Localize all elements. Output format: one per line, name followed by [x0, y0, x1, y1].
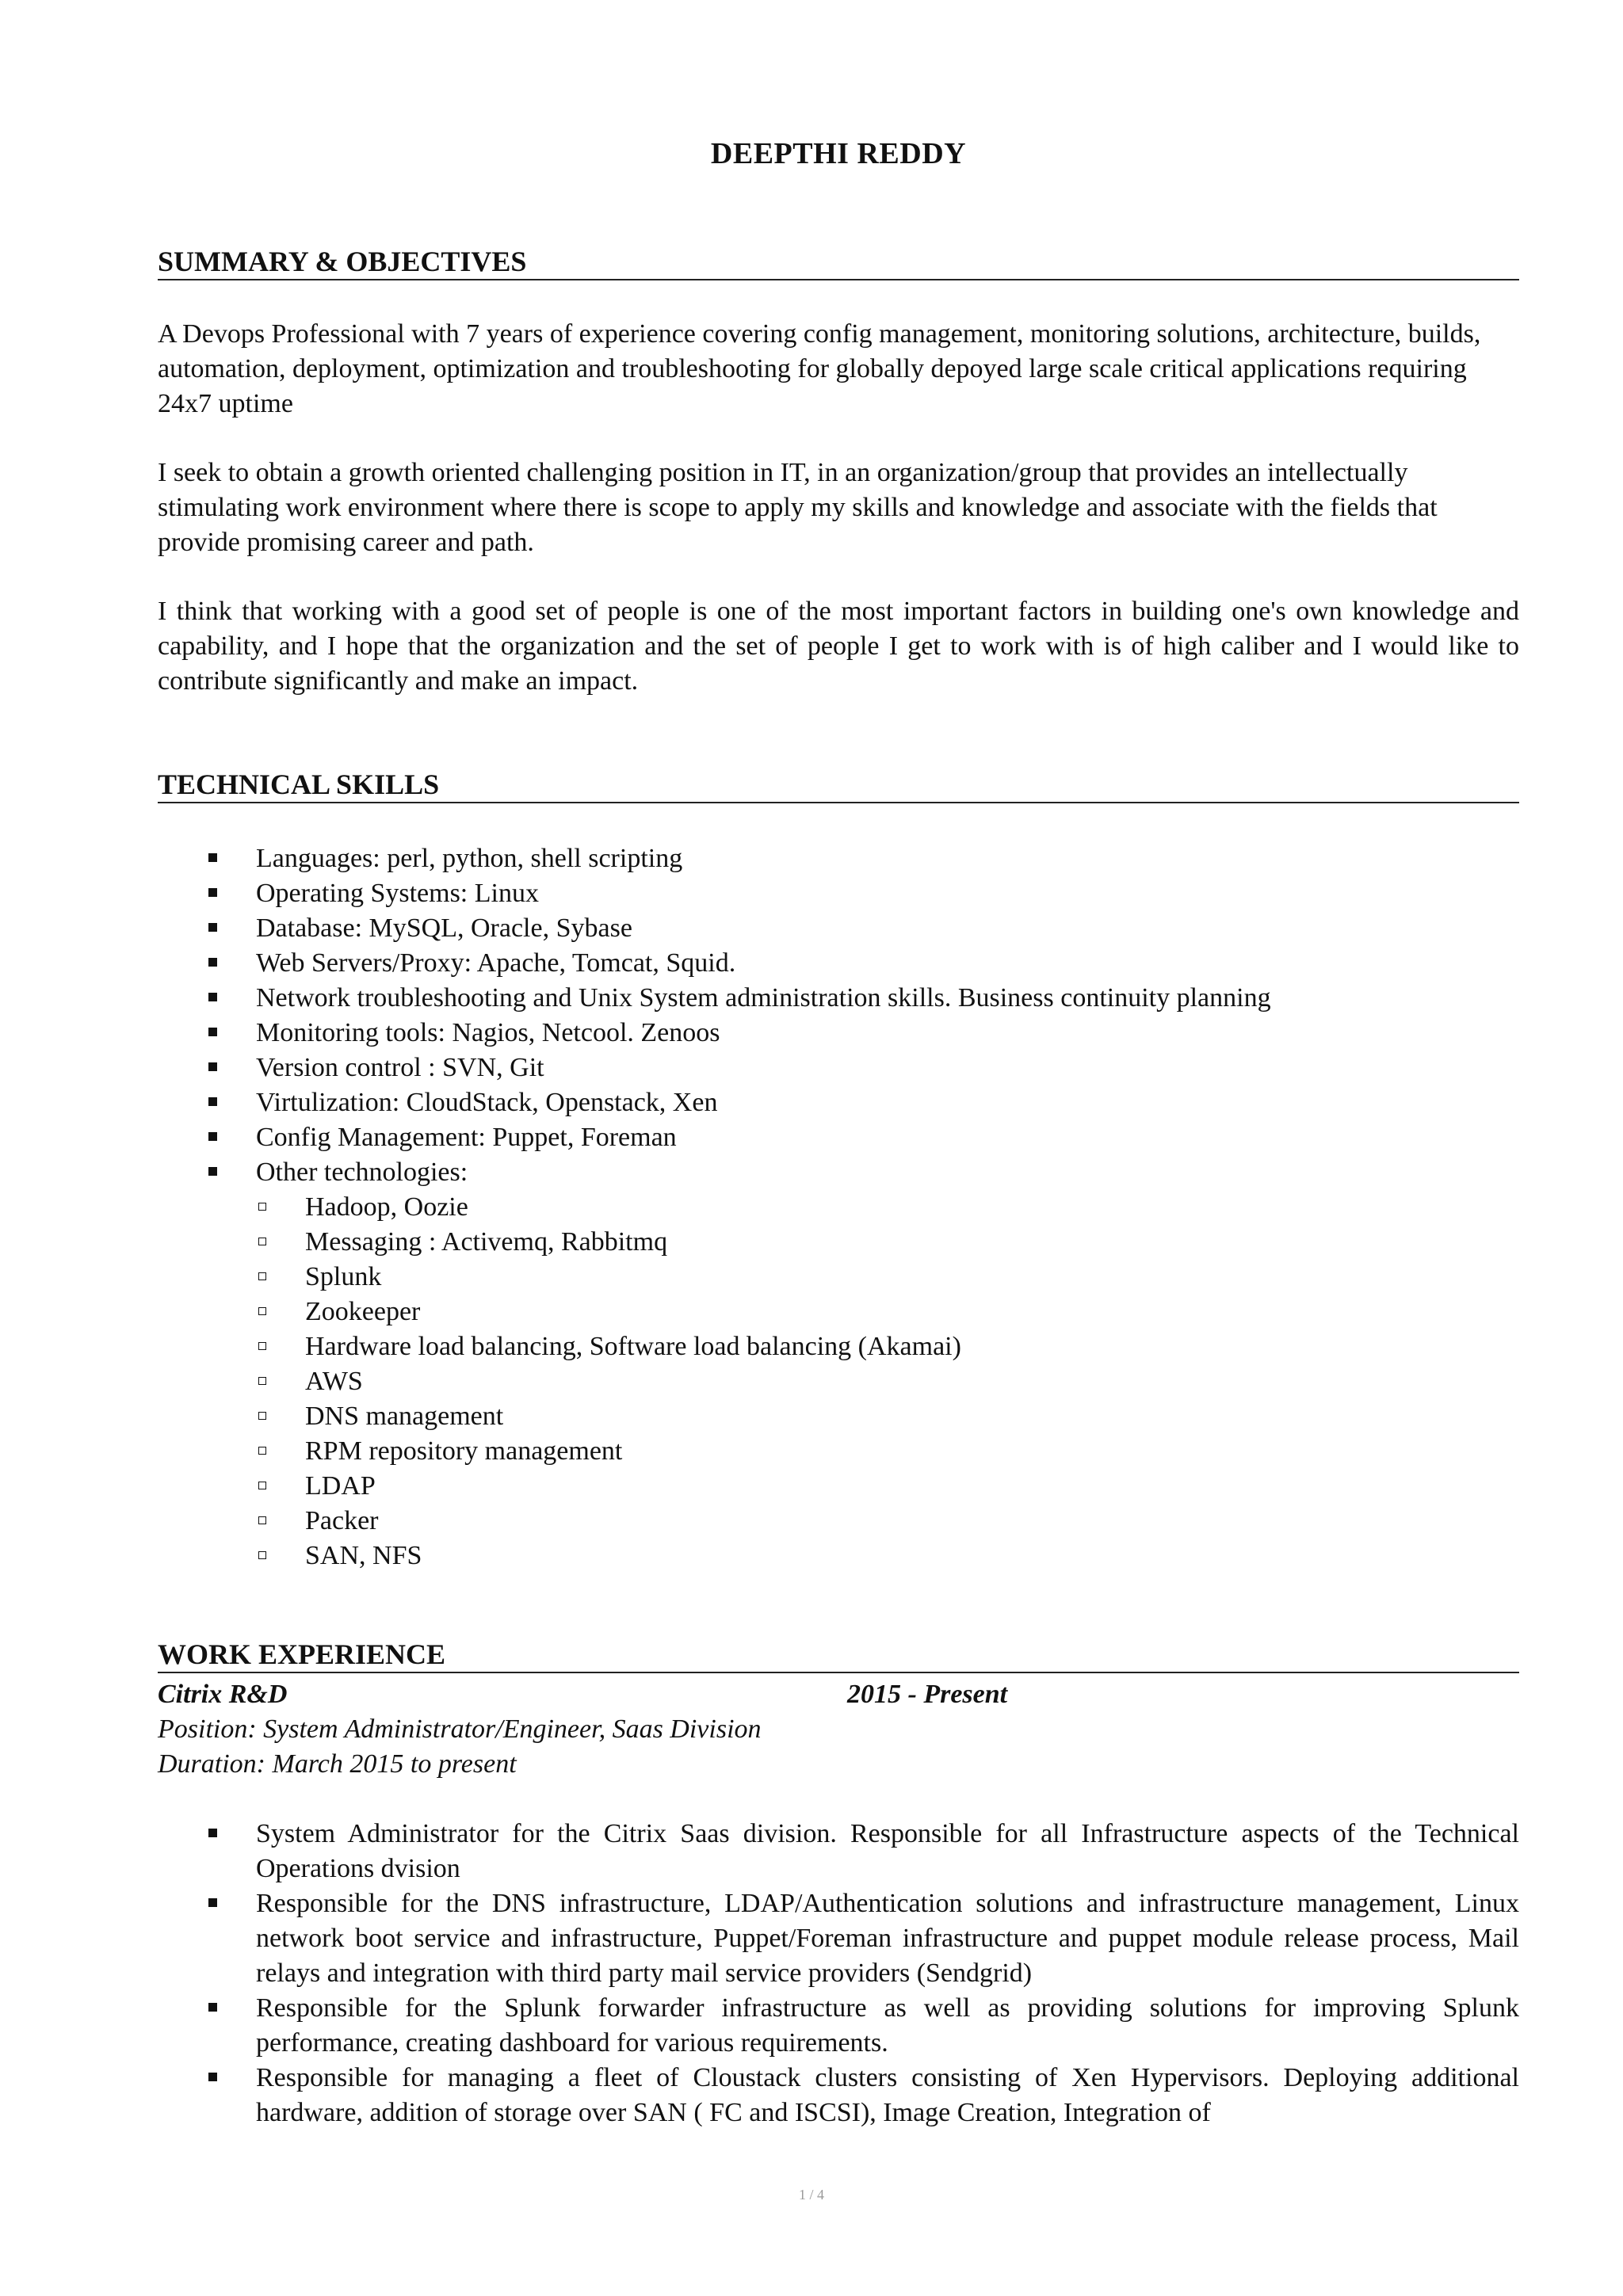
- duty-item: Responsible for the Splunk forwarder infrastructure as well as providing solutions for improving Splunk performance, creating dashboard for various requirements.: [158, 1991, 1519, 2061]
- skill-item: Virtulization: CloudStack, Openstack, Xen: [158, 1085, 1519, 1120]
- skills-heading: TECHNICAL SKILLS: [158, 767, 1519, 803]
- summary-paragraph-3: I think that working with a good set of people is one of the most important factors in building one's own knowledge and capability, and I hope that the organization and the set of people I get to work with is of high caliber and I would like to contribute significantly and make an impact.: [158, 597, 1519, 696]
- page-number-mark: 1 / 4: [798, 2187, 824, 2203]
- job-position: Position: System Administrator/Engineer, Saas Division: [158, 1714, 762, 1744]
- sub-skill-item: Messaging : Activemq, Rabbitmq: [158, 1225, 1519, 1260]
- sub-skill-item: RPM repository management: [158, 1434, 1519, 1469]
- sub-skill-item: Hadoop, Oozie: [158, 1190, 1519, 1225]
- other-technologies-list: [158, 1190, 1519, 1573]
- sub-skill-item: Hardware load balancing, Software load balancing (Akamai): [158, 1329, 1519, 1364]
- skills-list: [158, 841, 1519, 1190]
- summary-heading: SUMMARY & OBJECTIVES: [158, 244, 1519, 280]
- skill-item-other: [158, 1155, 1519, 1190]
- candidate-name: DEEPTHI REDDY: [710, 137, 967, 170]
- skill-item: Config Management: Puppet, Foreman: [158, 1120, 1519, 1155]
- skill-item: Web Servers/Proxy: Apache, Tomcat, Squid.: [158, 946, 1519, 981]
- sub-skill-item: AWS: [158, 1364, 1519, 1399]
- skill-item: Monitoring tools: Nagios, Netcool. Zenoos: [158, 1016, 1519, 1051]
- work-heading: WORK EXPERIENCE: [158, 1637, 1519, 1673]
- skill-item: Network troubleshooting and Unix System administration skills. Business continuity planning: [158, 981, 1519, 1016]
- duty-item: System Administrator for the Citrix Saas division. Responsible for all Infrastructure aspects of the Technical Operations dvision: [158, 1817, 1519, 1886]
- job-header: [158, 1677, 1519, 1712]
- sub-skill-item: Splunk: [158, 1260, 1519, 1295]
- summary-paragraph-1: A Devops Professional with 7 years of experience covering config management, monitoring solutions, architecture, builds, automation, deployment, optimization and troubleshooting for globally depoyed large scale critical applications requiring 24x7 uptime: [158, 319, 1481, 418]
- skill-item: Operating Systems: Linux: [158, 876, 1519, 911]
- skill-item: Version control : SVN, Git: [158, 1051, 1519, 1085]
- job-duties-list: [158, 1817, 1519, 2130]
- company-name: Citrix R&D: [158, 1680, 288, 1709]
- duty-item: Responsible for the DNS infrastructure, LDAP/Authentication solutions and infrastructure management, Linux network boot service and infrastructure, Puppet/Foreman infrastructure and puppet module release process, Mail relays and integration with third party mail service providers (Sendgrid): [158, 1886, 1519, 1991]
- sub-skill-item: SAN, NFS: [158, 1539, 1519, 1573]
- sub-skill-item: DNS management: [158, 1399, 1519, 1434]
- sub-skill-item: Packer: [158, 1504, 1519, 1539]
- job-duration: Duration: March 2015 to present: [158, 1749, 517, 1779]
- duty-item: Responsible for managing a fleet of Cloustack clusters consisting of Xen Hypervisors. Deploying additional hardware, addition of storage over SAN ( FC and ISCSI), Image Creation, Integration of: [158, 2061, 1519, 2130]
- skill-item-other-label: Other technologies:: [256, 1158, 468, 1187]
- skill-item: Languages: perl, python, shell scripting: [158, 841, 1519, 876]
- skill-item: Database: MySQL, Oracle, Sybase: [158, 911, 1519, 946]
- summary-paragraph-2: I seek to obtain a growth oriented challenging position in IT, in an organization/group that provides an intellectually stimulating work environment where there is scope to apply my skills and knowledge and associate with the fields that provide promising career and path.: [158, 458, 1438, 557]
- sub-skill-item: Zookeeper: [158, 1295, 1519, 1329]
- sub-skill-item: LDAP: [158, 1469, 1519, 1504]
- job-period: 2015 - Present: [847, 1680, 1008, 1709]
